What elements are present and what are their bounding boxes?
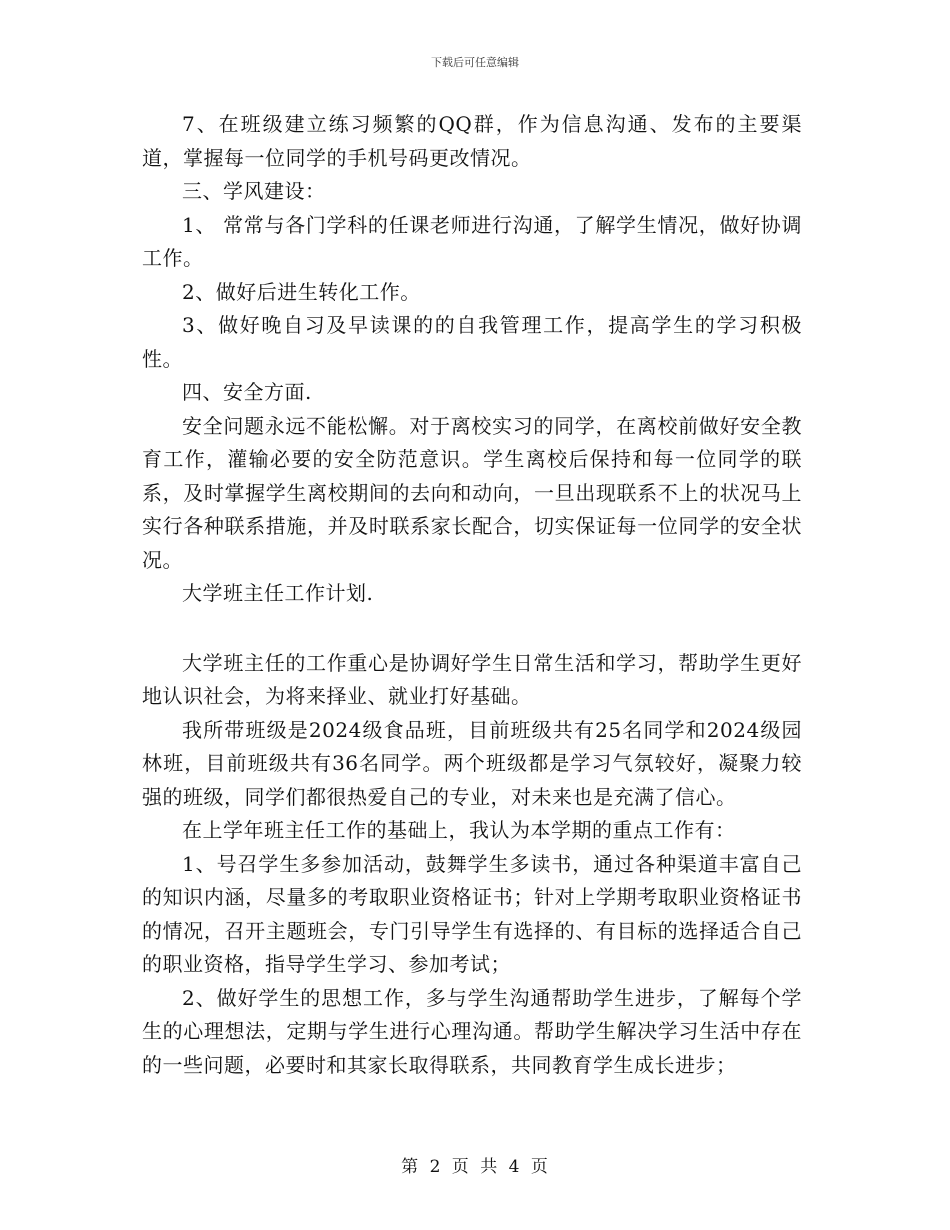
section-heading-safety: 四、安全方面.	[182, 380, 312, 404]
paragraph-self-study-management: 3、做好晚自习及早读课的的自我管理工作，提高学生的学习积极性。	[142, 313, 802, 371]
document-title-plan: 大学班主任工作计划.	[182, 581, 374, 605]
blank-line	[142, 611, 802, 647]
paragraph-key-work-intro: 在上学年班主任工作的基础上，我认为本学期的重点工作有：	[182, 818, 736, 842]
paragraph-underachiever-work: 2、做好后进生转化工作。	[182, 279, 421, 304]
paragraph-key-work-1: 1、号召学生多参加活动，鼓舞学生多读书，通过各种渠道丰富自己的知识内涵，尽量多的考取职业资格证书；针对上学期考取职业资格证书的情况，召开主题班会，专门引导学生有选择的、有目标的选择适合自己的职业资格，指导学生学习、参加考试；	[142, 851, 802, 976]
paragraph-safety: 安全问题永远不能松懈。对于离校实习的同学，在离校前做好安全教育工作，灌输必要的安全防范意识。学生离校后保持和每一位同学的联系，及时掌握学生离校期间的去向和动向，一旦出现联系不上的状况马上实行各种联系措施，并及时联系家长配合，切实保证每一位同学的安全状况。	[142, 413, 802, 572]
paragraph-work-focus: 大学班主任的工作重心是协调好学生日常生活和学习，帮助学生更好地认识社会，为将来择业、就业打好基础。	[142, 650, 802, 708]
paragraph-class-info: 我所带班级是2024级食品班，目前班级共有25名同学和2024级园林班，目前班级共有36名同学。两个班级都是学习气氛较好，凝聚力较强的班级，同学们都很热爱自己的专业，对未来也是充满了信心。	[142, 717, 802, 809]
page-number: 第 2 页 共 4 页	[401, 1157, 549, 1177]
paragraph-qq-group: 7、在班级建立练习频繁的QQ群，作为信息沟通、发布的主要渠道，掌握每一位同学的手机号码更改情况。	[142, 112, 802, 170]
document-body	[142, 108, 802, 1082]
section-heading-study-style: 三、学风建设：	[182, 179, 326, 203]
paragraph-teacher-communication: 1、 常常与各门学科的任课老师进行沟通，了解学生情况，做好协调工作。	[142, 212, 802, 270]
paragraph-key-work-2: 2、做好学生的思想工作，多与学生沟通帮助学生进步，了解每个学生的心理想法，定期与学生进行心理沟通。帮助学生解决学习生活中存在的一些问题，必要时和其家长取得联系，共同教育学生成长进步；	[142, 985, 802, 1077]
header-note: 下载后可任意编辑	[431, 56, 519, 69]
